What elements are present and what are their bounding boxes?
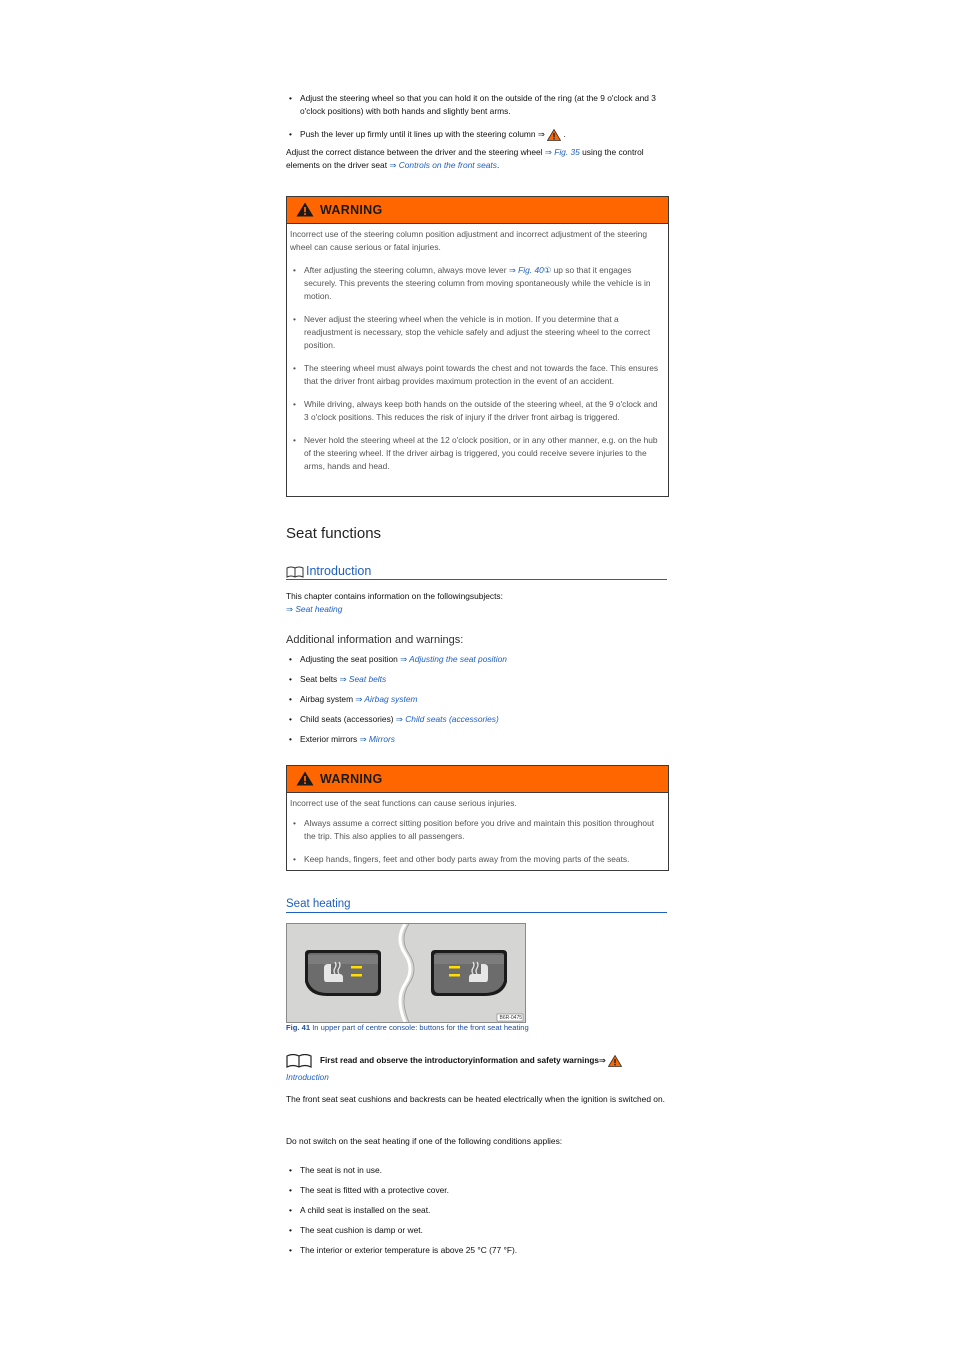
steering-distance-paragraph: Adjust the correct distance between the driver and the steering wheel ⇒ Fig. 35 using the control elements on the driver seat ⇒ Controls on the front seats. (286, 147, 644, 170)
warning-item: • After adjusting the steering column, always move lever ⇒ Fig. 40① up so that it engages securely. This prevents the steering column from moving spontaneously while the vehicle is in motion. (290, 264, 660, 303)
section-title-seat-functions: Seat functions (286, 525, 382, 542)
list-item: • Seat belts ⇒ Seat belts (286, 673, 667, 686)
warning-box-seats (286, 765, 669, 871)
warning-header (287, 197, 668, 224)
book-icon (286, 566, 304, 578)
warning-item: • Never hold the steering wheel at the 12 o'clock position, or in any other manner, e.g. on the hub of the steering wheel. If the driver airbag is triggered, you could receive severe injuries to the arms, hands and head. (290, 434, 660, 473)
list-item: • A child seat is installed on the seat. (286, 1204, 667, 1217)
conditions-list (286, 1164, 667, 1257)
intro-bullet: • Adjust the steering wheel so that you can hold it on the outside of the ring (at the 9 o'clock and 3 o'clock positions) with both hands and slightly bent arms. (286, 92, 667, 118)
figure-code: B6R-0475 (499, 1015, 522, 1021)
warning-item: • The steering wheel must always point towards the chest and not towards the face. This ensures that the driver front airbag provides maximum protection in the event of an accident. (290, 362, 660, 388)
list-item: • The seat is not in use. (286, 1164, 667, 1177)
link-seat-belts[interactable]: ⇒ Seat belts (339, 674, 387, 684)
warning-intro: Incorrect use of the steering column position adjustment and incorrect adjustment of the steering wheel can cause serious or fatal injuries. (290, 229, 648, 252)
warning-item: • While driving, always keep both hands on the outside of the steering wheel, at the 9 o'clock and 3 o'clock positions. This reduces the risk of injury if the driver front airbag is triggered. (290, 398, 660, 424)
list-item: • The interior or exterior temperature is above 25 °C (77 °F). (286, 1244, 667, 1257)
introduction-heading: Introduction (286, 565, 667, 580)
link-adjusting-seat-position[interactable]: ⇒ Adjusting the seat position (400, 654, 507, 664)
figure-caption: Fig. 41 In upper part of centre console: buttons for the front seat heating (286, 1023, 529, 1032)
book-icon (286, 1054, 312, 1068)
intro-bullet: • Push the lever up firmly until it lines up with the steering column ⇒ . (286, 128, 667, 141)
seat-heating-buttons-illustration (287, 924, 525, 1022)
warning-item: • Always assume a correct sitting position before you drive and maintain this position throughout the trip. This also applies to all passengers. (290, 817, 660, 843)
list-item: • Airbag system ⇒ Airbag system (286, 693, 667, 706)
seat-heating-figure (286, 923, 526, 1023)
warning-intro: Incorrect use of the seat functions can cause serious injuries. (290, 798, 517, 808)
link-fig-40[interactable]: ⇒ Fig. 40① (508, 265, 552, 275)
warning-triangle-icon (296, 771, 314, 786)
list-item: • The seat is fitted with a protective cover. (286, 1184, 667, 1197)
additional-info-heading: Additional information and warnings: (286, 634, 464, 646)
warning-triangle-icon (296, 202, 314, 217)
warning-header (287, 766, 668, 793)
warning-item: • Never adjust the steering wheel when the vehicle is in motion. If you determine that a readjustment is necessary, stop the vehicle safely and adjust the steering wheel to the correct position. (290, 313, 660, 352)
list-item: • Child seats (accessories) ⇒ Child seats (accessories) (286, 713, 667, 726)
link-child-seats[interactable]: ⇒ Child seats (accessories) (395, 714, 499, 724)
list-item: • Exterior mirrors ⇒ Mirrors (286, 733, 667, 746)
intro-link-line (286, 603, 667, 616)
list-item: • Adjusting the seat position ⇒ Adjusting the seat position (286, 653, 667, 666)
link-introduction[interactable]: Introduction (286, 1073, 329, 1082)
warning-triangle-icon (547, 129, 561, 141)
link-seat-heating[interactable]: ⇒ Seat heating (286, 604, 343, 614)
link-fig-35[interactable]: ⇒ Fig. 35 (544, 147, 580, 157)
warning-body (287, 224, 668, 473)
warning-triangle-icon (608, 1055, 622, 1067)
intro-text: This chapter contains information on the followingsubjects: (286, 591, 503, 601)
seat-heating-heading: Seat heating (286, 898, 667, 913)
warning-body (287, 793, 668, 866)
link-mirrors[interactable]: ⇒ Mirrors (359, 734, 395, 744)
link-controls-front-seats[interactable]: ⇒ Controls on the front seats (389, 160, 497, 170)
warning-title: WARNING (320, 203, 383, 217)
seat-heating-description: The front seat seat cushions and backrests can be heated electrically when the ignition is switched on. (286, 1094, 665, 1104)
link-airbag-system[interactable]: ⇒ Airbag system (355, 694, 418, 704)
warning-box-steering (286, 196, 669, 497)
seat-heating-conditions-intro: Do not switch on the seat heating if one of the following conditions applies: (286, 1136, 563, 1146)
warning-item: • Keep hands, fingers, feet and other body parts away from the moving parts of the seats. (290, 853, 660, 866)
warning-title: WARNING (320, 772, 383, 786)
intro-bullet-list (286, 92, 667, 141)
list-item: • The seat cushion is damp or wet. (286, 1224, 667, 1237)
additional-list (286, 653, 667, 746)
